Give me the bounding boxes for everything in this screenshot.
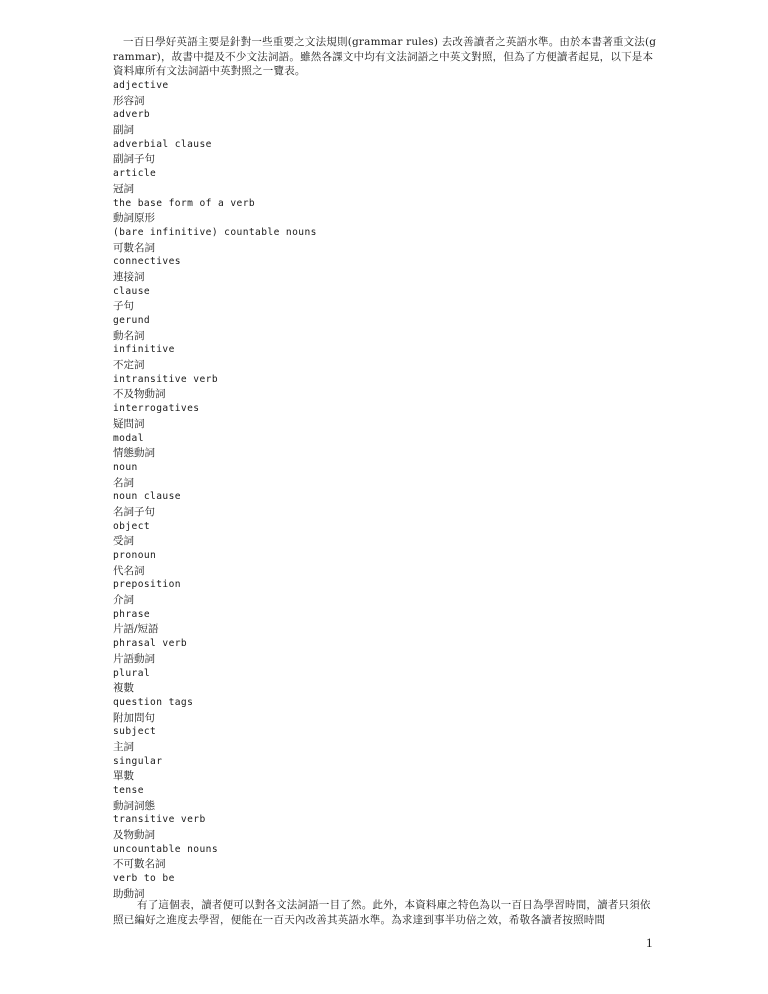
glossary-entry (113, 843, 658, 872)
glossary-term-chinese: 可數名詞 (113, 241, 155, 254)
glossary-term-chinese: 單數 (113, 770, 134, 783)
closing-text: 有了這個表，讀者便可以對各文法詞語一目了然。此外，本資料庫之特色為以一百日為學習時間，讀者只須依照已編好之進度去學習，便能在一百天內改善其英語水準。為求達到事半功倍之效，希敬各讀者按照時間 (113, 899, 651, 926)
glossary-term-chinese: 名詞 (113, 476, 134, 489)
glossary-entry (113, 725, 658, 754)
glossary-term-english: plural (113, 667, 151, 679)
glossary-term-chinese: 副詞子句 (113, 153, 155, 166)
glossary-entry (113, 138, 658, 167)
glossary-entry (113, 167, 658, 196)
glossary-term-chinese: 片語動詞 (113, 652, 155, 665)
glossary-term-english: object (113, 520, 151, 532)
glossary-term-english: tense (113, 785, 144, 796)
glossary-term-chinese: 疑問詞 (113, 417, 145, 430)
glossary-term-chinese: 不定詞 (113, 359, 145, 372)
glossary-entry (113, 608, 658, 637)
glossary-term-english: transitive verb (113, 814, 206, 826)
glossary-entry (113, 784, 658, 813)
glossary-term-english: pronoun (113, 550, 157, 561)
glossary-entry (113, 578, 658, 607)
glossary-term-chinese: 副詞 (113, 124, 134, 137)
glossary-term-english: preposition (113, 579, 181, 591)
glossary-term-chinese: 動詞原形 (113, 212, 155, 225)
glossary-term-chinese: 動名詞 (113, 329, 145, 342)
glossary-entry (113, 637, 658, 666)
glossary-term-chinese: 動詞詞態 (113, 799, 155, 812)
glossary-entry (113, 813, 658, 842)
glossary-entry (113, 108, 658, 137)
intro-text: 一百日學好英語主要是針對一些重要之文法規則(grammar rules) 去改善讀者之英語水準。由於本書著重文法(grammar)，故書中提及不少文法詞語。雖然各課文中均有文法詞語之中英文對照，但為了方便讀者起見，以下是本資料庫所有文法詞語中英對照之一覽表。 (113, 36, 657, 78)
glossary-term-english: uncountable nouns (113, 843, 218, 855)
glossary-entry (113, 667, 658, 696)
glossary-term-english: connectives (113, 256, 181, 268)
glossary-term-english: verb to be (113, 873, 175, 885)
glossary-term-chinese: 助動詞 (113, 887, 145, 900)
glossary-term-english: gerund (113, 315, 151, 326)
glossary-entry (113, 402, 658, 431)
glossary-entry (113, 432, 658, 461)
glossary-term-english: subject (113, 726, 157, 738)
closing-paragraph (113, 898, 658, 927)
glossary-term-chinese: 不及物動詞 (113, 388, 166, 401)
glossary-entry (113, 461, 658, 490)
page-number: 1 (646, 935, 653, 950)
glossary-term-english: the base form of a verb (113, 197, 256, 209)
glossary-term-chinese: 情態動詞 (113, 447, 155, 460)
glossary-term-chinese: 冠詞 (113, 182, 134, 195)
glossary-entry (113, 314, 658, 343)
glossary-entry (113, 79, 658, 108)
glossary-term-chinese: 不可數名詞 (113, 858, 166, 871)
glossary-term-chinese: 連接詞 (113, 270, 145, 283)
glossary-term-english: singular (113, 755, 163, 767)
glossary-entry (113, 285, 658, 314)
glossary-term-english: clause (113, 285, 151, 297)
glossary-entry (113, 696, 658, 725)
glossary-term-chinese: 及物動詞 (113, 829, 155, 842)
glossary-entry (113, 755, 658, 784)
glossary-term-english: modal (113, 432, 144, 444)
glossary-entry (113, 255, 658, 284)
glossary-entry (113, 549, 658, 578)
glossary-term-chinese: 介詞 (113, 594, 134, 607)
glossary-term-english: adverbial clause (113, 138, 212, 150)
glossary-term-chinese: 形容詞 (113, 94, 145, 107)
intro-paragraph (113, 35, 658, 79)
glossary-term-chinese: 附加問句 (113, 711, 155, 724)
glossary-term-english: adverb (113, 109, 151, 121)
glossary-term-english: noun (113, 461, 138, 473)
glossary-term-english: phrasal verb (113, 638, 188, 650)
glossary-term-chinese: 代名詞 (113, 564, 145, 577)
glossary-term-chinese: 複數 (113, 682, 134, 695)
glossary-term-chinese: 名詞子句 (113, 505, 155, 518)
glossary-term-chinese: 受詞 (113, 535, 134, 548)
glossary-term-english: interrogatives (113, 403, 200, 415)
glossary-entry (113, 490, 658, 519)
glossary-entry (113, 373, 658, 402)
glossary-term-chinese: 主詞 (113, 740, 134, 753)
glossary-entry (113, 197, 658, 226)
glossary-term-english: question tags (113, 696, 194, 708)
glossary-list (113, 79, 658, 902)
glossary-entry (113, 226, 658, 255)
glossary-term-chinese: 片語/短語 (113, 623, 159, 636)
glossary-term-english: adjective (113, 80, 169, 91)
glossary-entry (113, 520, 658, 549)
glossary-term-english: (bare infinitive) countable nouns (113, 226, 317, 238)
glossary-term-chinese: 子句 (113, 300, 134, 313)
glossary-entry (113, 343, 658, 372)
glossary-term-english: article (113, 168, 157, 180)
glossary-term-english: infinitive (113, 344, 175, 356)
glossary-term-english: intransitive verb (113, 373, 218, 385)
glossary-term-english: noun clause (113, 491, 181, 503)
glossary-term-english: phrase (113, 608, 151, 620)
